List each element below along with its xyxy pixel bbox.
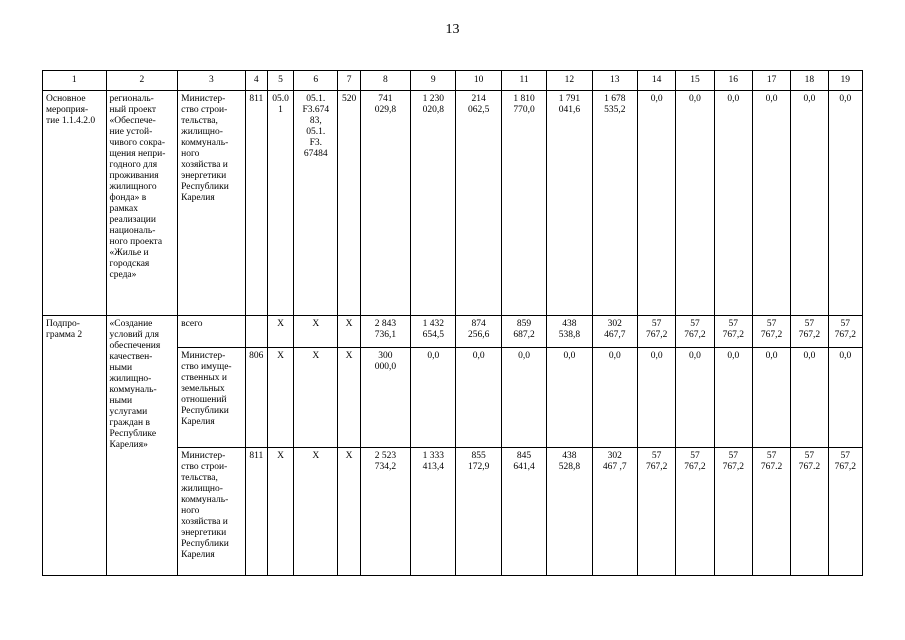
column-header: 18 [791, 71, 828, 91]
cell-value: 0,0 [676, 91, 714, 316]
cell-value: 57 767.2 [791, 448, 828, 576]
cell-value: 302 467 ,7 [592, 448, 637, 576]
cell-value: 0,0 [828, 348, 862, 448]
cell-value: 0,0 [791, 91, 828, 316]
column-header: 14 [637, 71, 675, 91]
cell-value: 0,0 [752, 348, 790, 448]
cell-value: 0,0 [791, 348, 828, 448]
cell-value: 0,0 [456, 348, 501, 448]
cell-expense-type: Х [338, 448, 360, 576]
cell-expense-type: Х [338, 348, 360, 448]
cell-value: 855 172,9 [456, 448, 501, 576]
cell-value: 0,0 [714, 91, 752, 316]
cell-value: 57 767,2 [791, 316, 828, 348]
cell-activity-name: Подпро- грамма 2 [43, 316, 107, 576]
column-header: 16 [714, 71, 752, 91]
cell-section: Х [267, 448, 293, 576]
cell-activity-name: Основное мероприя- тие 1.1.4.2.0 [43, 91, 107, 316]
cell-value: 57 767,2 [714, 448, 752, 576]
cell-expense-type: Х [338, 316, 360, 348]
cell-value: 1 678 535,2 [592, 91, 637, 316]
cell-value: 57 767,2 [637, 448, 675, 576]
cell-value: 0,0 [411, 348, 456, 448]
cell-project-name: «Создание условий для обеспечения качествен- ными жилищно- коммуналь- ными услугами граждан в Республике Карелия» [106, 316, 178, 576]
cell-value: 1 810 770,0 [501, 91, 546, 316]
cell-section: Х [267, 316, 293, 348]
budget-table [42, 70, 863, 576]
cell-code: 806 [245, 348, 267, 448]
cell-value: 57 767,2 [637, 316, 675, 348]
column-header: 4 [245, 71, 267, 91]
cell-value: 214 062,5 [456, 91, 501, 316]
column-header: 1 [43, 71, 107, 91]
cell-code [245, 316, 267, 348]
cell-value: 57 767,2 [752, 316, 790, 348]
cell-value: 0,0 [501, 348, 546, 448]
column-header: 6 [294, 71, 338, 91]
cell-value: 57 767,2 [676, 316, 714, 348]
cell-value: 2 843 736,1 [360, 316, 410, 348]
cell-value: 57 767,2 [828, 316, 862, 348]
cell-value: 2 523 734,2 [360, 448, 410, 576]
cell-value: 845 641,4 [501, 448, 546, 576]
cell-expense-type: 520 [338, 91, 360, 316]
column-header: 7 [338, 71, 360, 91]
cell-code: 811 [245, 91, 267, 316]
cell-value: 0,0 [592, 348, 637, 448]
column-header: 11 [501, 71, 546, 91]
column-header: 5 [267, 71, 293, 91]
cell-value: 1 230 020,8 [411, 91, 456, 316]
cell-value: 1 791 041,6 [547, 91, 592, 316]
cell-value: 57 767.2 [752, 448, 790, 576]
cell-value: 0,0 [637, 348, 675, 448]
column-header: 12 [547, 71, 592, 91]
column-header: 9 [411, 71, 456, 91]
cell-value: 859 687,2 [501, 316, 546, 348]
column-header: 3 [178, 71, 246, 91]
cell-target-article: Х [294, 316, 338, 348]
cell-value: 0,0 [828, 91, 862, 316]
cell-executor: Министер- ство строи- тельства, жилищно- коммуналь- ного хозяйства и энергетики Республики Карелия [178, 91, 246, 316]
cell-value: 57 767,2 [828, 448, 862, 576]
column-header: 8 [360, 71, 410, 91]
column-header: 2 [106, 71, 178, 91]
cell-executor: Министер- ство имуще- ственных и земельных отношений Республики Карелия [178, 348, 246, 448]
cell-target-article: 05.1. F3.674 83, 05.1. F3. 67484 [294, 91, 338, 316]
cell-target-article: Х [294, 348, 338, 448]
cell-value: 438 528,8 [547, 448, 592, 576]
column-header: 15 [676, 71, 714, 91]
column-header: 13 [592, 71, 637, 91]
cell-value: 741 029,8 [360, 91, 410, 316]
header-row [43, 71, 863, 91]
cell-value: 0,0 [547, 348, 592, 448]
column-header: 10 [456, 71, 501, 91]
cell-value: 302 467,7 [592, 316, 637, 348]
cell-value: 300 000,0 [360, 348, 410, 448]
cell-section: Х [267, 348, 293, 448]
cell-code: 811 [245, 448, 267, 576]
cell-value: 0,0 [676, 348, 714, 448]
cell-target-article: Х [294, 448, 338, 576]
cell-value: 0,0 [752, 91, 790, 316]
table-row [43, 316, 863, 348]
cell-value: 0,0 [714, 348, 752, 448]
cell-project-name: региональ- ный проект «Обеспече- ние устой- чивого сокра- щения непри- годного для проживания жилищного фонда» в рамках реализации националь- ного проекта «Жилье и городская среда» [106, 91, 178, 316]
cell-value: 438 538,8 [547, 316, 592, 348]
cell-value: 1 333 413,4 [411, 448, 456, 576]
cell-section: 05.01 [267, 91, 293, 316]
cell-value: 874 256,6 [456, 316, 501, 348]
page-number: 13 [445, 22, 460, 37]
cell-value: 57 767,2 [714, 316, 752, 348]
cell-value: 57 767,2 [676, 448, 714, 576]
column-header: 19 [828, 71, 862, 91]
cell-executor: Министер- ство строи- тельства, жилищно- коммуналь- ного хозяйства и энергетики Республики Карелия [178, 448, 246, 576]
cell-value: 1 432 654,5 [411, 316, 456, 348]
cell-executor: всего [178, 316, 246, 348]
cell-value: 0,0 [637, 91, 675, 316]
column-header: 17 [752, 71, 790, 91]
table-row [43, 91, 863, 316]
